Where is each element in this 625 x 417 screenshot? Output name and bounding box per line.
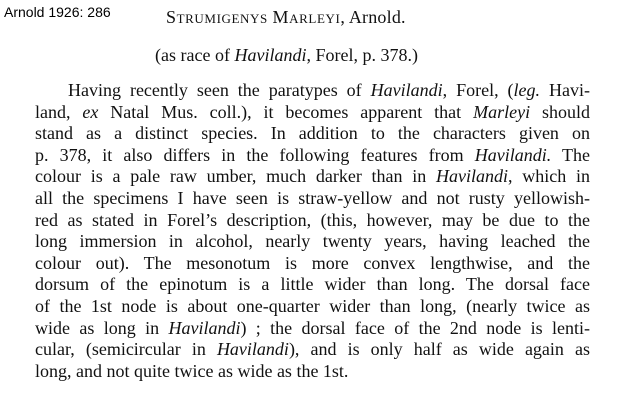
text-run: ) ; the dorsal face of the 2nd node is lenti- xyxy=(240,317,590,338)
italic-text: leg. xyxy=(513,80,541,100)
paragraph-line xyxy=(35,188,590,210)
paragraph-line xyxy=(35,296,590,318)
paragraph-line xyxy=(35,274,590,296)
paragraph-line xyxy=(35,339,590,361)
species-author: Arnold. xyxy=(348,7,406,27)
text-run: should xyxy=(530,101,590,122)
text-run: ), and is only half as wide again as xyxy=(288,339,590,360)
taxonomic-note-suffix: , Forel, p. 378.) xyxy=(306,45,418,65)
text-run: p. 378, it also differs in the following features from xyxy=(35,144,475,165)
text-run: Havi- xyxy=(540,80,590,100)
text-run: long immersion in alcohol, nearly twenty years, having leached the xyxy=(35,231,590,252)
text-run: Natal Mus. coll.), it becomes apparent that xyxy=(98,101,474,122)
text-run: colour is a pale raw umber, much darker than in xyxy=(35,166,437,187)
paragraph-line xyxy=(35,361,590,383)
paragraph-line xyxy=(35,210,590,232)
paragraph-line xyxy=(35,318,590,340)
taxonomic-note-taxon: Havilandi xyxy=(234,45,307,65)
paragraph-line xyxy=(35,231,590,253)
taxonomic-note-prefix: (as race of xyxy=(155,45,235,65)
italic-text: Havilandi xyxy=(436,166,509,187)
text-run: colour out). The mesonotum is more convex lengthwise, and the xyxy=(35,252,590,273)
paragraph-line xyxy=(35,145,590,167)
species-heading: Strumigenys Marleyi, Arnold. xyxy=(166,7,406,27)
text-run: of the 1st node is about one-quarter wider than long, (nearly twice as xyxy=(35,295,590,316)
text-run: , Forel, ( xyxy=(442,80,514,100)
text-run: long, and not quite twice as wide as the 1st. xyxy=(35,360,349,381)
text-run: land, xyxy=(35,101,83,122)
citation-label: Arnold 1926: 286 xyxy=(4,4,111,20)
taxonomic-note xyxy=(155,44,418,66)
paragraph-line xyxy=(35,166,590,188)
text-run: The xyxy=(551,144,590,165)
text-run: dorsum of the epinotum is a little wider than long. The dorsal face xyxy=(35,274,590,295)
text-run: all the specimens I have seen is straw-yellow and not rusty yellowish- xyxy=(35,187,590,208)
paragraph-line xyxy=(35,253,590,275)
paragraph-line xyxy=(35,80,590,102)
italic-text: Havilandi xyxy=(168,317,241,338)
text-run: cular, (semicircular in xyxy=(35,339,217,360)
text-run: Having recently seen the paratypes of xyxy=(68,80,371,100)
paragraph-line xyxy=(35,123,590,145)
italic-text: Havilandi xyxy=(370,80,443,100)
italic-text: Havilandi. xyxy=(474,144,552,165)
italic-text: ex xyxy=(82,101,99,122)
paragraph-line xyxy=(35,102,590,124)
text-run: wide as long in xyxy=(35,317,169,338)
italic-text: Marleyi xyxy=(473,101,531,122)
description-paragraph xyxy=(35,80,590,382)
italic-text: Havilandi xyxy=(216,339,289,360)
species-name: Marleyi xyxy=(272,7,341,27)
genus-name: Strumigenys xyxy=(166,7,268,27)
text-run: , which in xyxy=(508,166,590,187)
text-run: red as stated in Forel’s description, (this, however, may be due to the xyxy=(35,209,590,230)
text-run: stand as a distinct species. In addition to the characters given on xyxy=(35,123,590,144)
